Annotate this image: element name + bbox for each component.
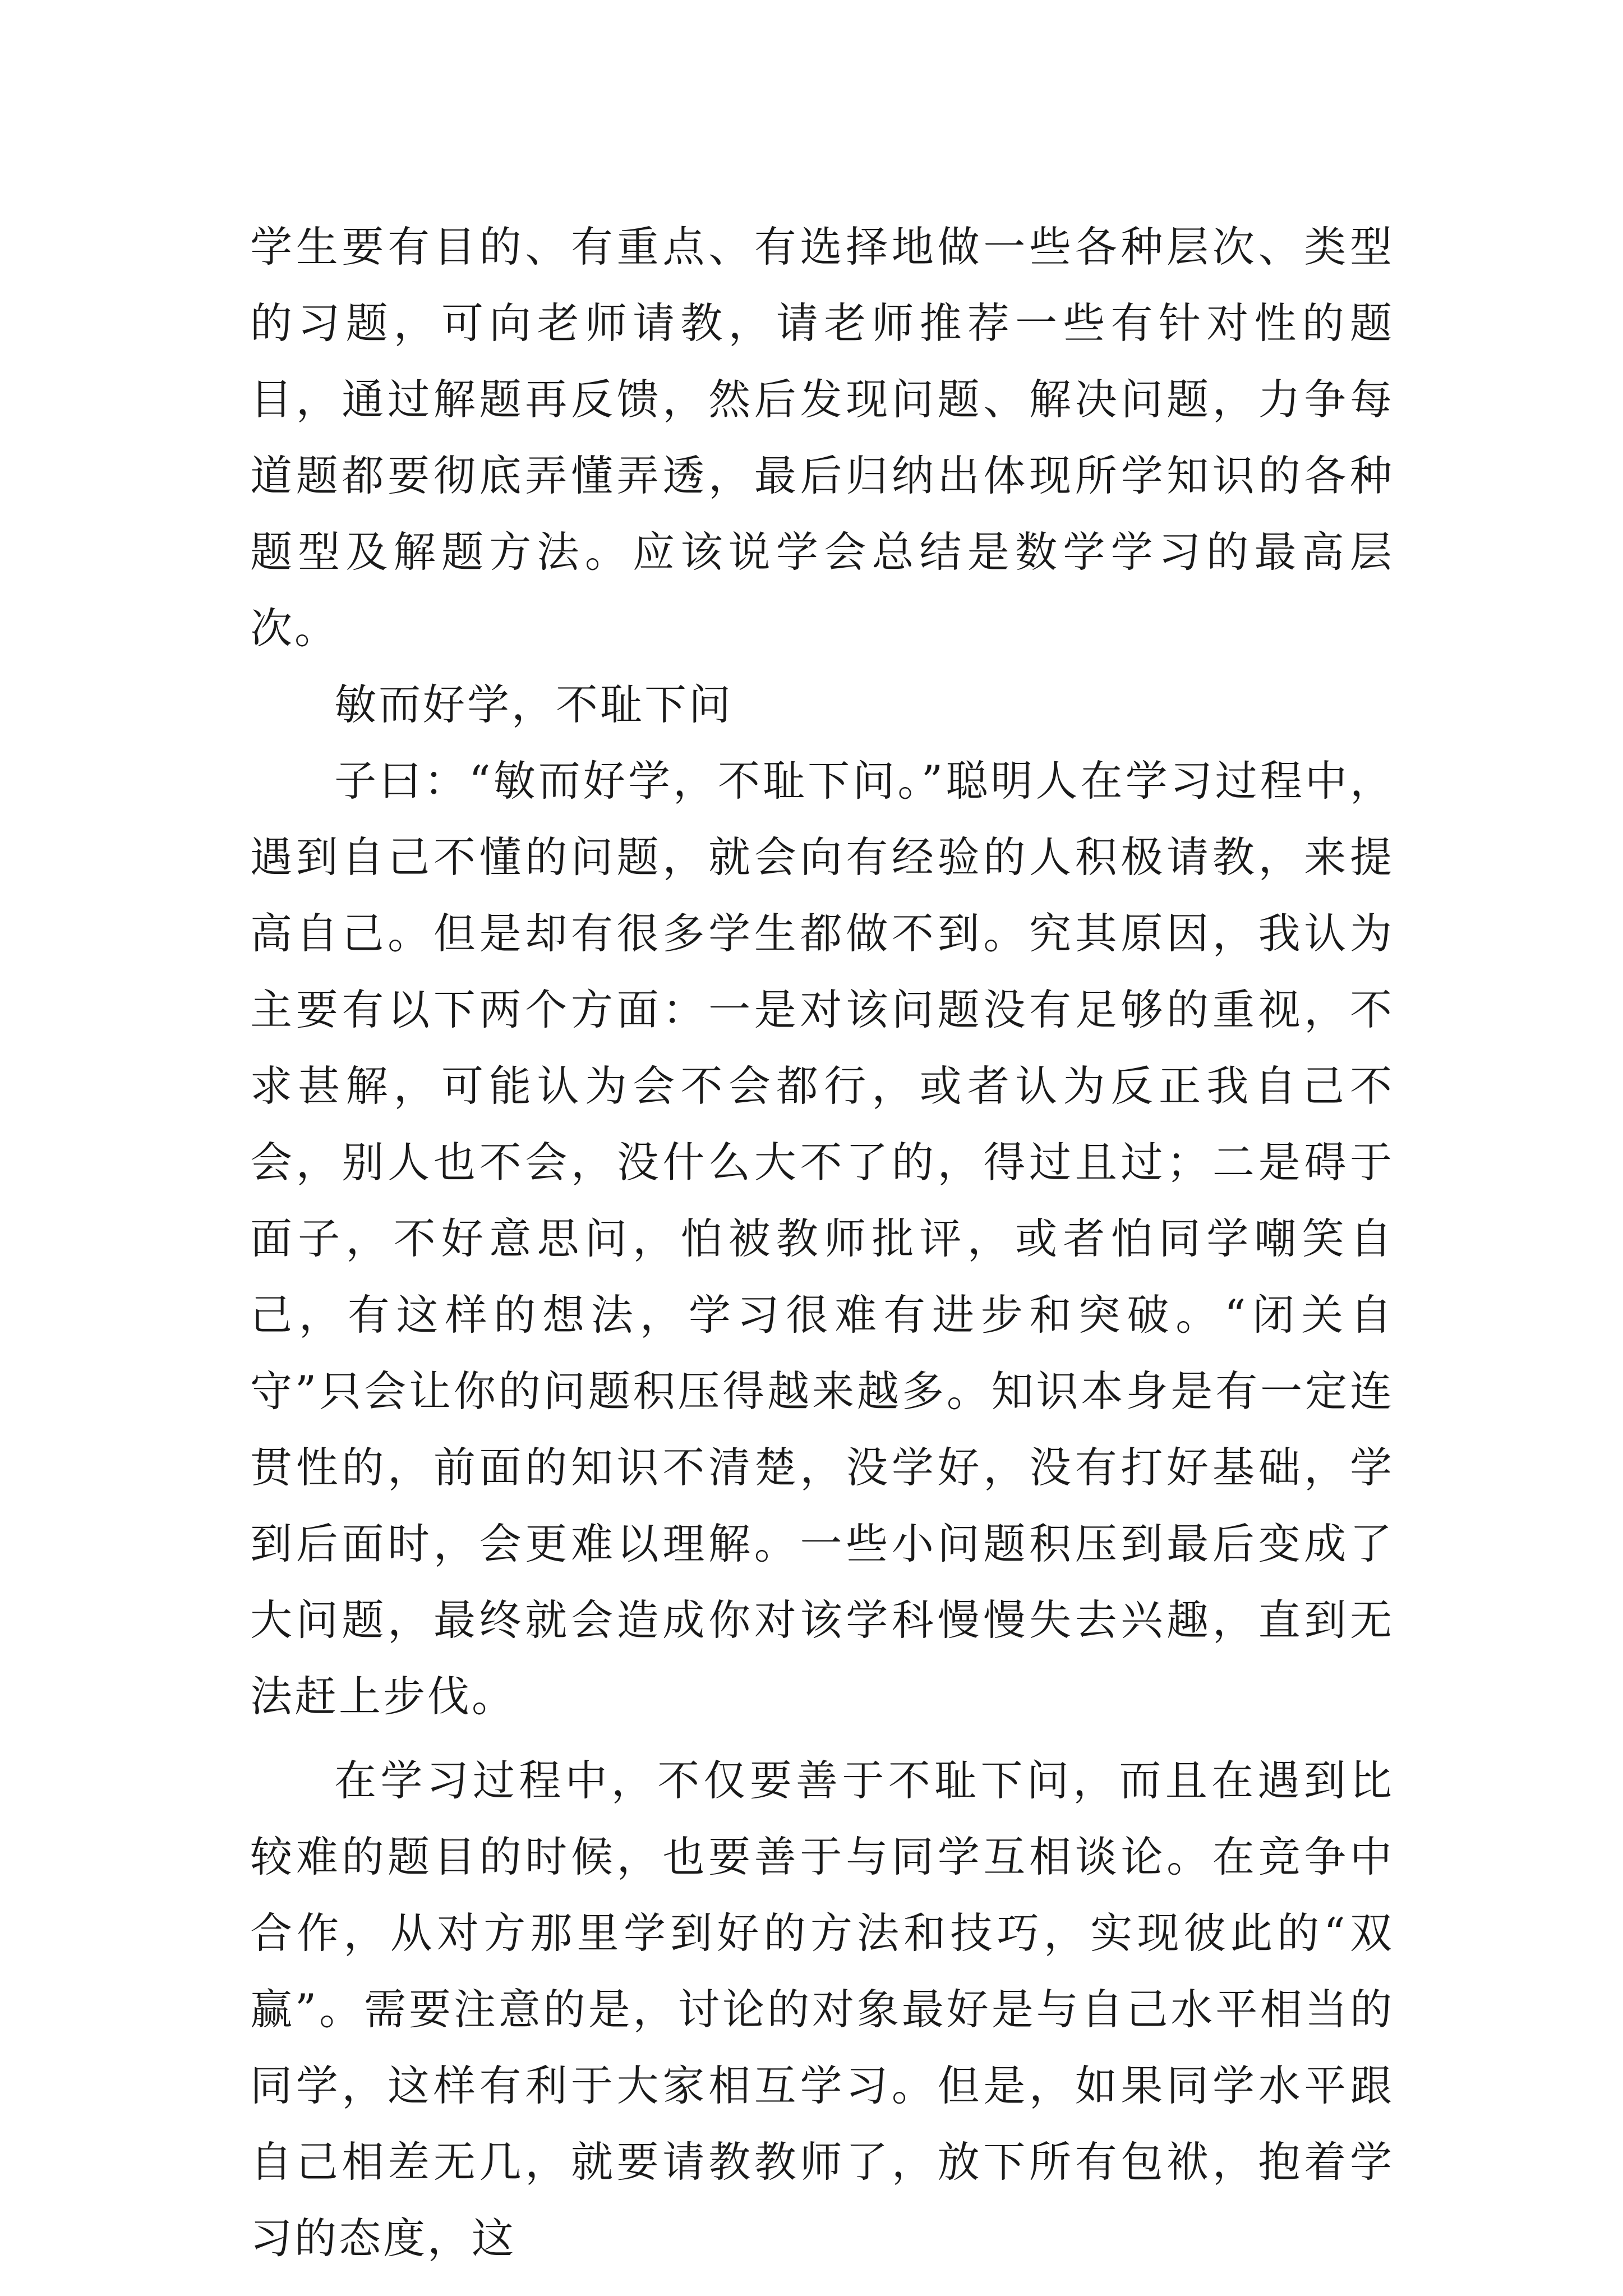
- paragraph-discussion: 在学习过程中，不仅要善于不耻下问，而且在遇到比较难的题目的时候，也要善于与同学互相谈论。在竞争中合作，从对方那里学到好的方法和技巧，实现彼此的“双赢”。需要注意的是，讨论的对象最好是与自己水平相当的同学，这样有利于大家相互学习。但是，如果同学水平跟自己相差无几，就要请教教师了，放下所有包袱，抱着学习的态度，这: [250, 1756, 1394, 2263]
- paragraph-ask-questions: 子曰：“敏而好学，不耻下问。”聪明人在学习过程中，遇到自己不懂的问题，就会向有经验的人积极请教，来提高自己。但是却有很多学生都做不到。究其原因，我认为主要有以下两个方面：一是对该问题没有足够的重视，不求甚解，可能认为会不会都行，或者认为反正我自己不会，别人也不会，没什么大不了的，得过且过；二是碍于面子，不好意思问，怕被教师批评，或者怕同学嘲笑自己，有这样的想法，学习很难有进步和突破。“闭关自守”只会让你的问题积压得越来越多。知识本身是有一定连贯性的，前面的知识不清楚，没学好，没有打好基础，学到后面时，会更难以理解。一些小问题积压到最后变成了大问题，最终就会造成你对该学科慢慢失去兴趣，直到无法赶上步伐。: [250, 756, 1394, 1721]
- section-heading: 敏而好学，不耻下问: [334, 680, 734, 729]
- document-body: [250, 209, 1394, 2276]
- paragraph-practice-summary: 学生要有目的、有重点、有选择地做一些各种层次、类型的习题，可向老师请教，请老师推荐一些有针对性的题目，通过解题再反馈，然后发现问题、解决问题，力争每道题都要彻底弄懂弄透，最后归纳出体现所学知识的各种题型及解题方法。应该说学会总结是数学学习的最高层次。: [250, 222, 1394, 653]
